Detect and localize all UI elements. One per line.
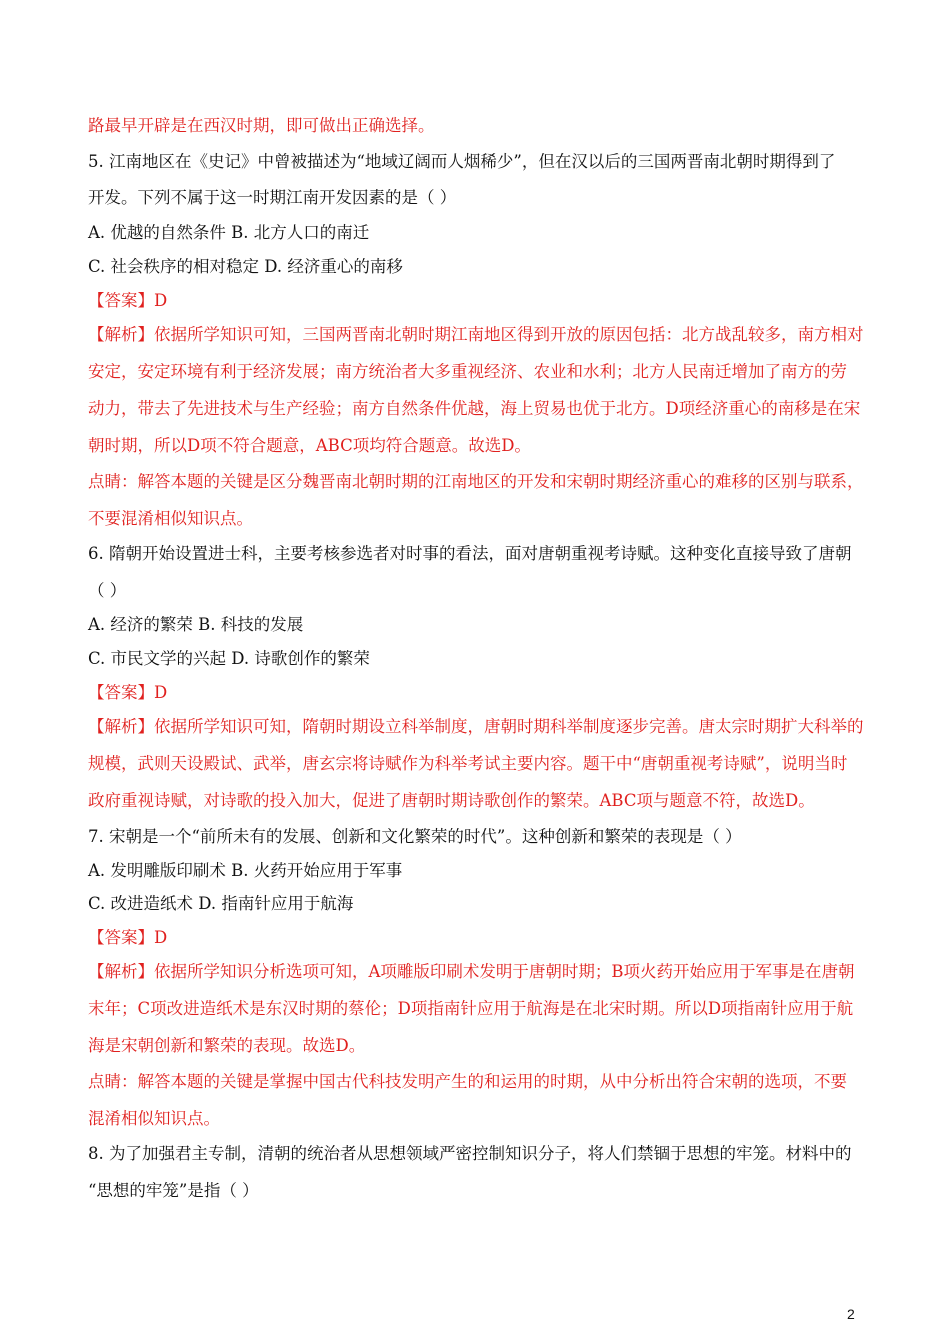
analysis-line: 【解析】依据所学知识分析选项可知，A项雕版印刷术发明于唐朝时期；B项火药开始应用于军事是在唐朝 <box>88 962 855 981</box>
analysis-line: 政府重视诗赋，对诗歌的投入加大，促进了唐朝时期诗歌创作的繁荣。ABC项与题意不符，故选D。 <box>88 791 815 810</box>
question-7-stem: 7. 宋朝是一个“前所未有的发展、创新和文化繁荣的时代”。这种创新和繁荣的表现是（ ） <box>88 827 742 846</box>
analysis-line: 动力，带去了先进技术与生产经验；南方自然条件优越，海上贸易也优于北方。D项经济重心的南移是在宋 <box>88 399 861 418</box>
text-line: 开发。下列不属于这一时期江南开发因素的是（ ） <box>88 188 457 207</box>
tip-line: 混淆相似知识点。 <box>88 1109 220 1128</box>
text-line: （ ） <box>88 581 127 600</box>
text-line: 路最早开辟是在西汉时期，即可做出正确选择。 <box>88 116 435 135</box>
tip-line: 点睛：解答本题的关键是区分魏晋南北朝时期的江南地区的开发和宋朝时期经济重心的难移的区别与联系， <box>88 472 864 491</box>
options-line: A. 优越的自然条件 B. 北方人口的南迁 <box>88 223 370 242</box>
analysis-line: 规模，武则天设殿试、武举，唐玄宗将诗赋作为科举考试主要内容。题干中“唐朝重视考诗赋”，说明当时 <box>88 754 848 773</box>
question-8-stem: 8. 为了加强君主专制，清朝的统治者从思想领域严密控制知识分子，将人们禁锢于思想的牢笼。材料中的 <box>88 1144 852 1163</box>
answer-label: 【答案】D <box>88 928 168 947</box>
options-line: A. 经济的繁荣 B. 科技的发展 <box>88 615 304 634</box>
analysis-line: 安定，安定环境有利于经济发展；南方统治者大多重视经济、农业和水利；北方人民南迁增加了南方的劳 <box>88 362 847 381</box>
options-line: C. 市民文学的兴起 D. 诗歌创作的繁荣 <box>88 649 370 668</box>
text-line: “思想的牢笼”是指（ ） <box>88 1181 259 1200</box>
options-line: A. 发明雕版印刷术 B. 火药开始应用于军事 <box>88 861 403 880</box>
options-line: C. 改进造纸术 D. 指南针应用于航海 <box>88 894 354 913</box>
question-5-stem: 5. 江南地区在《史记》中曾被描述为“地域辽阔而人烟稀少”，但在汉以后的三国两晋南北朝时期得到了 <box>88 152 836 171</box>
page-number: 2 <box>847 1306 855 1322</box>
analysis-line: 海是宋朝创新和繁荣的表现。故选D。 <box>88 1036 366 1055</box>
tip-line: 不要混淆相似知识点。 <box>88 509 253 528</box>
analysis-line: 【解析】依据所学知识可知，隋朝时期设立科举制度，唐朝时期科举制度逐步完善。唐太宗时期扩大科举的 <box>88 717 864 736</box>
question-6-stem: 6. 隋朝开始设置进士科，主要考核参选者对时事的看法，面对唐朝重视考诗赋。这种变化直接导致了唐朝 <box>88 544 852 563</box>
analysis-line: 【解析】依据所学知识可知，三国两晋南北朝时期江南地区得到开放的原因包括：北方战乱较多，南方相对 <box>88 325 864 344</box>
answer-label: 【答案】D <box>88 683 168 702</box>
analysis-line: 朝时期，所以D项不符合题意，ABC项均符合题意。故选D。 <box>88 436 531 455</box>
analysis-line: 末年；C项改进造纸术是东汉时期的蔡伦；D项指南针应用于航海是在北宋时期。所以D项指南针应用于航 <box>88 999 854 1018</box>
answer-label: 【答案】D <box>88 291 168 310</box>
options-line: C. 社会秩序的相对稳定 D. 经济重心的南移 <box>88 257 403 276</box>
tip-line: 点睛：解答本题的关键是掌握中国古代科技发明产生的和运用的时期，从中分析出符合宋朝的选项，不要 <box>88 1072 847 1091</box>
